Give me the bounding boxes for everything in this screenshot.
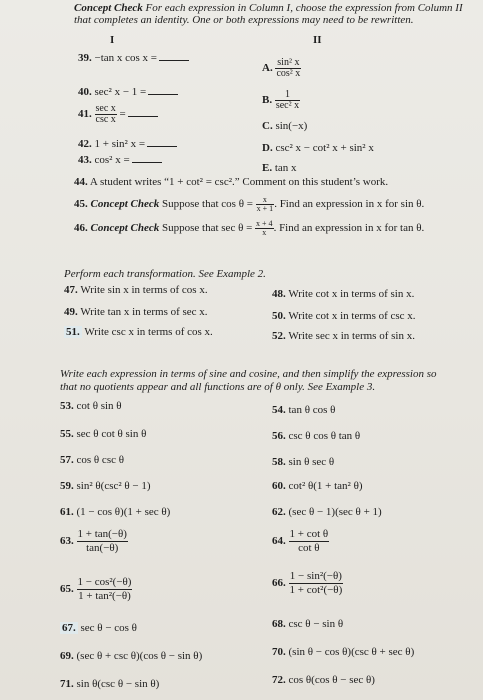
numerator: x + 4 [256,219,273,228]
section-2-instructions-2: that no quotients appear and all functions are of θ only. See Example 3. [60,381,376,393]
choice-expression: sin(−x) [275,120,308,132]
item-expression: (sin θ − cos θ)(csc θ + sec θ) [288,646,415,658]
problem-text: Suppose that sec θ = [162,222,253,235]
item-expression: tan θ cos θ [288,404,336,416]
item-60 [272,480,363,492]
item-49 [64,306,208,318]
problem-text: A student writes “1 + cot² = csc².” Comment on this student’s work. [89,176,389,188]
denominator: cos² x [276,68,301,79]
fraction [256,196,275,213]
item-text: Write csc x in terms of cos x. [84,326,213,338]
numerator: 1 [275,90,300,101]
denominator: cot θ [298,542,320,554]
item-number: 50. [272,310,286,322]
problem-text-end: . Find an expression in x for tan θ. [273,222,425,235]
choice-letter: D. [262,142,273,154]
item-expression: cos² x = [94,154,130,166]
numerator: x [256,196,275,205]
item-65 [60,576,132,603]
item-number: 43. [78,154,92,166]
numerator: 1 − cos²(−θ) [77,576,132,588]
item-number: 54. [272,404,286,416]
item-number: 53. [60,400,74,412]
header-line-1 [74,2,463,14]
denominator: tan(−θ) [86,542,119,554]
item-47 [64,284,208,296]
denominator: x [262,228,267,237]
header-instructions-2: that completes an identity. One or both expressions may need to be rewritten. [74,14,414,26]
item-42 [78,138,177,150]
item-52 [272,330,415,342]
item-number: 40. [78,86,92,98]
denominator: sec² x [275,100,300,111]
item-63 [60,528,128,555]
fraction [77,528,128,555]
item-number: 47. [64,284,78,296]
denominator: 1 + tan²(−θ) [78,590,131,602]
problem-46 [74,220,424,237]
problem-number: 46. [74,222,88,235]
choice-c [262,120,307,132]
section-2-instructions-1: Write each expression in terms of sine and cosine, and then simplify the expression so [60,368,437,380]
numerator: 1 + cot θ [289,528,329,540]
problem-number: 44. [74,176,88,188]
item-text: Write cot x in terms of csc x. [288,310,416,322]
item-number-highlighted: 51. [66,326,80,338]
item-expression: cot θ sin θ [76,400,122,412]
item-expression: sin² θ(csc² θ − 1) [76,480,151,492]
item-62 [272,506,382,518]
item-number: 70. [272,646,286,658]
item-expression: −tan x cos x = [94,52,158,64]
problem-45 [74,196,424,213]
item-number-highlighted: 67. [62,622,76,634]
answer-blank [148,94,178,95]
item-expression: (1 − cos θ)(1 + sec θ) [76,506,171,518]
item-54 [272,404,335,416]
item-number: 60. [272,480,286,492]
choice-e [262,162,297,174]
fraction [95,104,117,125]
choice-letter: A. [262,62,273,75]
item-67 [60,622,137,634]
item-68 [272,618,343,630]
item-number: 72. [272,674,286,686]
answer-blank [128,116,158,117]
numerator: 1 − sin²(−θ) [289,570,342,582]
item-number: 52. [272,330,286,342]
item-number: 57. [60,454,74,466]
numerator: sin² x [277,57,300,68]
item-69 [60,650,202,662]
item-43 [78,154,162,166]
answer-blank [147,146,177,147]
concept-check-label: Concept Check [74,2,143,14]
item-expression: sec θ cot θ sin θ [76,428,147,440]
item-71 [60,678,159,690]
item-expression: (sec θ + csc θ)(cos θ − sin θ) [76,650,203,662]
fraction [275,90,300,111]
item-59 [60,480,151,492]
item-72 [272,674,375,686]
problem-44 [74,176,388,188]
item-expression: 1 + sin² x = [94,138,146,150]
concept-check-label: Concept Check [90,198,160,211]
equals-sign: = [119,108,126,121]
item-number: 56. [272,430,286,442]
choice-expression: tan x [274,162,297,174]
item-number: 48. [272,288,286,300]
answer-blank [159,60,189,61]
item-number: 64. [272,535,286,548]
header-instructions-1: For each expression in Column I, choose the expression from Column II [145,2,463,14]
choice-expression: csc² x − cot² x + sin² x [275,142,374,154]
item-58 [272,456,334,468]
item-expression: sin θ sec θ [288,456,335,468]
item-number: 65. [60,583,74,596]
numerator: 1 + tan(−θ) [77,528,127,540]
item-number: 61. [60,506,74,518]
item-number: 62. [272,506,286,518]
fraction [77,576,133,603]
item-50 [272,310,416,322]
problem-text-end: . Find an expression in x for sin θ. [274,198,425,211]
item-57 [60,454,124,466]
item-70 [272,646,414,658]
item-expression: sin θ(csc θ − sin θ) [76,678,160,690]
item-expression: csc θ cos θ tan θ [288,430,361,442]
item-expression: csc θ − sin θ [288,618,344,630]
answer-blank [132,162,162,163]
item-number: 71. [60,678,74,690]
item-number: 69. [60,650,74,662]
fraction [289,570,344,597]
item-number: 68. [272,618,286,630]
item-expression: sec θ − cos θ [80,622,137,634]
item-number: 41. [78,108,92,121]
item-39 [78,52,189,64]
section-1-instructions: Perform each transformation. See Example 2. [64,268,266,280]
item-text: Write sec x in terms of sin x. [288,330,415,342]
numerator: sec x [95,103,116,114]
choice-letter: B. [262,94,273,107]
denominator: 1 + cot²(−θ) [289,584,343,596]
fraction [275,58,301,79]
item-61 [60,506,170,518]
column-1-heading: I [110,34,115,46]
item-number: 42. [78,138,92,150]
item-number: 55. [60,428,74,440]
choice-d [262,142,374,154]
choice-b [262,90,300,111]
item-56 [272,430,360,442]
item-66 [272,570,343,597]
choice-a [262,58,301,79]
item-40 [78,86,178,98]
item-55 [60,428,146,440]
item-number: 66. [272,577,286,590]
item-expression: cos θ csc θ [76,454,124,466]
item-number: 63. [60,535,74,548]
problem-number: 45. [74,198,88,211]
problem-text: Suppose that cos θ = [162,198,253,211]
item-number: 58. [272,456,286,468]
item-53 [60,400,122,412]
item-expression: sec² x − 1 = [94,86,147,98]
fraction [289,528,330,555]
fraction [255,220,274,237]
item-number: 59. [60,480,74,492]
item-expression: cos θ(cos θ − sec θ) [288,674,375,686]
item-51 [64,326,213,338]
item-41 [78,104,158,125]
concept-check-label: Concept Check [90,222,160,235]
choice-letter: C. [262,120,273,132]
item-text: Write tan x in terms of sec x. [80,306,208,318]
item-48 [272,288,414,300]
denominator: csc x [95,114,116,125]
item-expression: cot² θ(1 + tan² θ) [288,480,363,492]
item-number: 49. [64,306,78,318]
item-text: Write sin x in terms of cos x. [80,284,208,296]
denominator: x + 1 [256,204,274,213]
column-2-heading: II [313,34,322,46]
item-number: 39. [78,52,92,64]
choice-letter: E. [262,162,273,174]
item-text: Write cot x in terms of sin x. [288,288,415,300]
item-expression: (sec θ − 1)(sec θ + 1) [288,506,382,518]
item-64 [272,528,329,555]
